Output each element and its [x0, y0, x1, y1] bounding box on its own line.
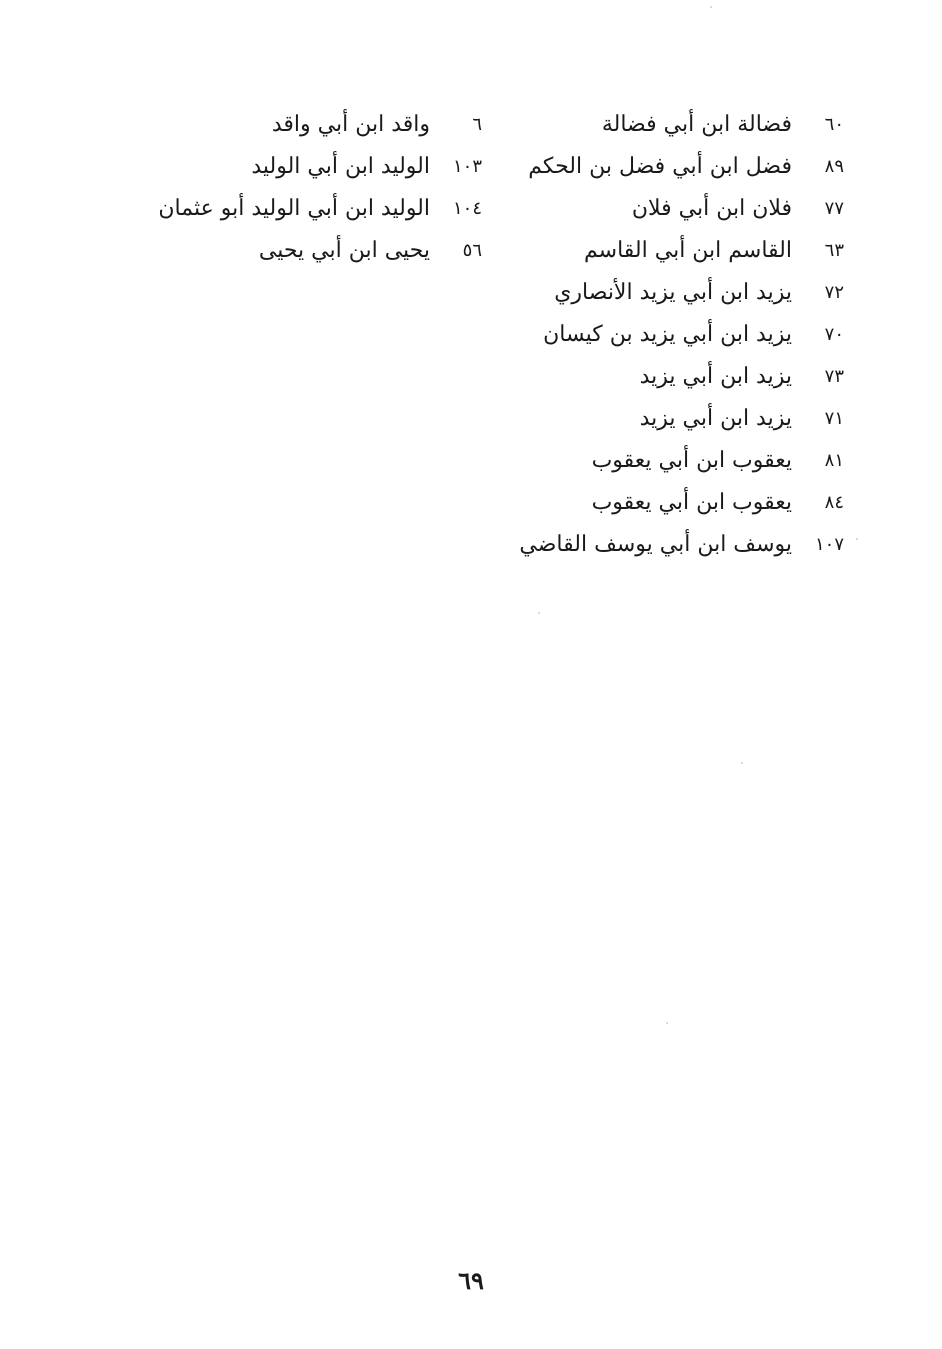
- index-entry: [519, 440, 844, 482]
- entry-number: ٧٣: [824, 366, 844, 387]
- entry-name: فضل ابن أبي فضل بن الحكم: [528, 154, 792, 179]
- entry-name: يوسف ابن أبي يوسف القاضي: [519, 532, 792, 557]
- page-number: ٦٩: [458, 1266, 484, 1295]
- entry-name: يزيد ابن أبي يزيد الأنصاري: [554, 280, 792, 305]
- index-entry: [158, 146, 482, 188]
- entry-number: ٨١: [824, 450, 844, 471]
- entry-name: القاسم ابن أبي القاسم: [584, 238, 792, 263]
- entry-name: يزيد ابن أبي يزيد: [639, 364, 792, 389]
- index-entry: [158, 104, 482, 146]
- entry-name: الوليد ابن أبي الوليد أبو عثمان: [158, 196, 430, 221]
- index-entry: [519, 272, 844, 314]
- index-entry: [519, 524, 844, 566]
- entry-name: واقد ابن أبي واقد: [271, 112, 430, 137]
- index-entry: [158, 188, 482, 230]
- scan-speck: [741, 762, 743, 764]
- entry-name: يزيد ابن أبي يزيد: [639, 406, 792, 431]
- index-entry: [519, 146, 844, 188]
- entry-number: ٦٣: [824, 240, 844, 261]
- entry-number: ٧١: [824, 408, 844, 429]
- index-entry: [519, 230, 844, 272]
- entry-number: ٦٠: [824, 114, 844, 135]
- index-entry: [519, 188, 844, 230]
- entry-number: ١٠٣: [452, 156, 482, 177]
- entry-number: ٥٦: [462, 240, 482, 261]
- entry-number: ١٠٧: [814, 534, 844, 555]
- index-entry: [519, 398, 844, 440]
- scan-speck: [538, 612, 540, 614]
- entry-number: ٨٩: [824, 156, 844, 177]
- index-entry: [519, 104, 844, 146]
- entry-name: يزيد ابن أبي يزيد بن كيسان: [543, 322, 792, 347]
- entry-name: يعقوب ابن أبي يعقوب: [591, 448, 792, 473]
- entry-name: الوليد ابن أبي الوليد: [251, 154, 430, 179]
- index-column-right: [519, 104, 844, 566]
- entry-name: يحيى ابن أبي يحيى: [258, 238, 430, 263]
- entry-name: فلان ابن أبي فلان: [631, 196, 792, 221]
- scan-speck: [710, 6, 712, 8]
- entry-number: ٧٠: [824, 324, 844, 345]
- index-entry: [519, 356, 844, 398]
- entry-name: يعقوب ابن أبي يعقوب: [591, 490, 792, 515]
- scan-speck: [856, 538, 858, 540]
- entry-number: ١٠٤: [452, 198, 482, 219]
- entry-name: فضالة ابن أبي فضالة: [601, 112, 792, 137]
- entry-number: ٧٢: [824, 282, 844, 303]
- index-entry: [519, 314, 844, 356]
- index-entry: [158, 230, 482, 272]
- index-column-left: [158, 104, 482, 272]
- index-entry: [519, 482, 844, 524]
- entry-number: ٦: [472, 114, 482, 135]
- scan-speck: [666, 1022, 668, 1024]
- entry-number: ٧٧: [824, 198, 844, 219]
- entry-number: ٨٤: [824, 492, 844, 513]
